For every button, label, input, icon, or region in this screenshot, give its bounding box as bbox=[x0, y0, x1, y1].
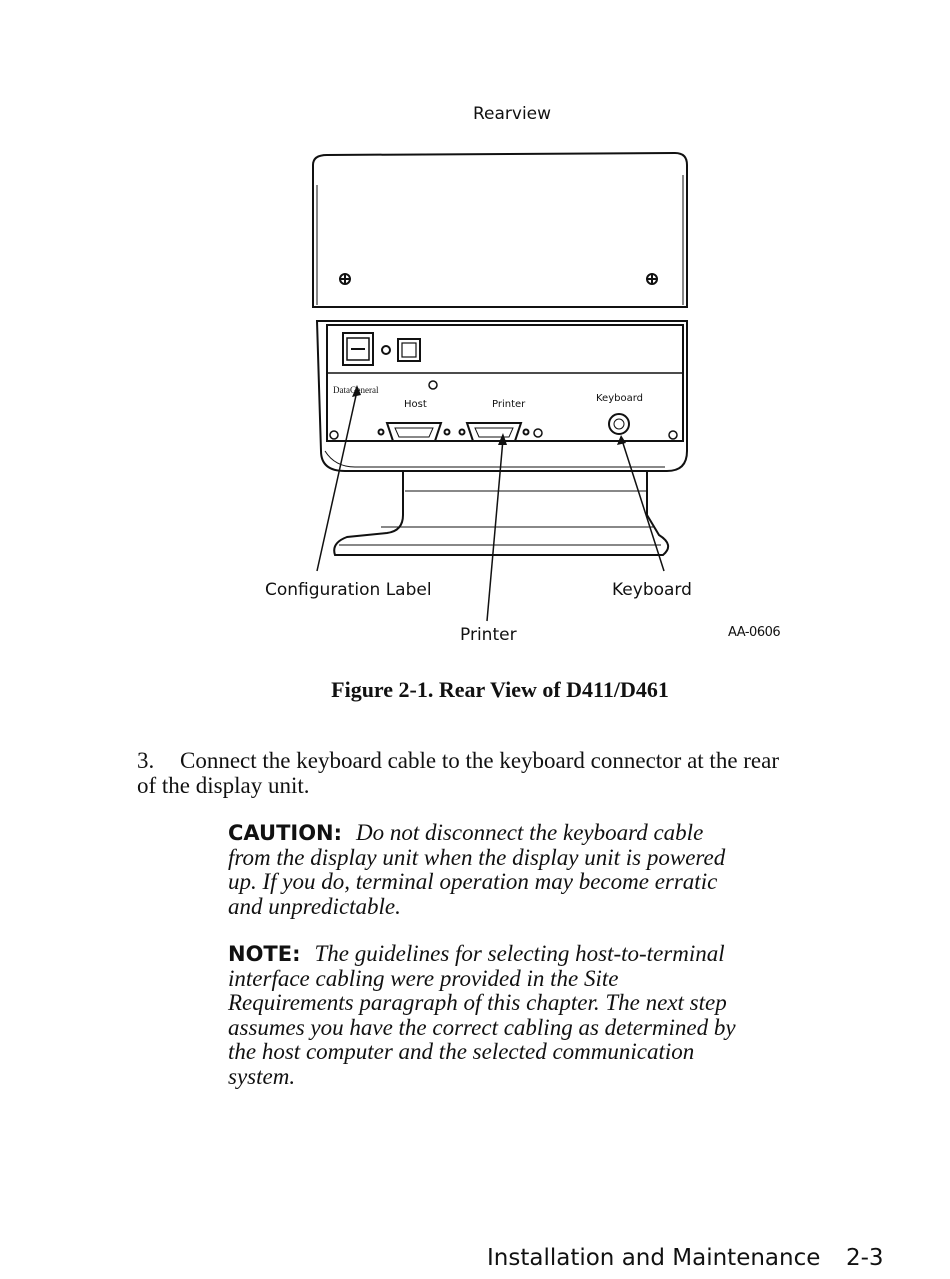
caution-block bbox=[228, 821, 848, 919]
keyboard-din-connector bbox=[609, 414, 629, 434]
keyboard-leader bbox=[621, 437, 664, 571]
caution-line-1: Do not disconnect the keyboard cable bbox=[356, 820, 704, 845]
note-line-2: interface cabling were provided in the Site bbox=[228, 965, 619, 991]
printer-leader bbox=[487, 439, 503, 621]
terminal-rear-diagram bbox=[255, 145, 815, 655]
figure-caption: Figure 2-1. Rear View of D411/D461 bbox=[331, 677, 669, 702]
caution-label: CAUTION: bbox=[228, 821, 343, 845]
terminal-rear-illustration bbox=[255, 145, 815, 655]
step-text-line1: Connect the keyboard cable to the keyboard connector at the rear bbox=[180, 748, 780, 773]
printer-connector bbox=[467, 423, 521, 441]
figure-reference-code: AA-0606 bbox=[728, 625, 781, 640]
note-label: NOTE: bbox=[228, 942, 301, 966]
step-text bbox=[137, 748, 897, 798]
note-line-4: assumes you have the correct cabling as determined by bbox=[228, 1014, 736, 1040]
footer-page-number: 2-3 bbox=[846, 1245, 884, 1271]
note-line-6: system. bbox=[228, 1063, 296, 1089]
host-connector bbox=[387, 423, 441, 441]
cover-screw-right bbox=[647, 274, 657, 284]
callout-configuration-label: Configuration Label bbox=[265, 580, 432, 600]
host-port-label: Host bbox=[404, 399, 427, 410]
note-line-5: the host computer and the selected communication bbox=[228, 1039, 695, 1064]
callout-keyboard: Keyboard bbox=[612, 580, 692, 600]
terminal-stand bbox=[334, 471, 668, 555]
caution-line-3: up. If you do, terminal operation may become erratic bbox=[228, 869, 718, 894]
cover-screw-left bbox=[340, 274, 350, 284]
printer-port-label: Printer bbox=[492, 399, 526, 410]
keyboard-port-label: Keyboard bbox=[596, 393, 644, 404]
note-block bbox=[228, 942, 848, 1089]
callout-printer: Printer bbox=[460, 625, 517, 645]
step-text-line2: of the display unit. bbox=[137, 773, 310, 798]
caution-line-2: from the display unit when the display unit is powered bbox=[228, 844, 726, 870]
note-line-3: Requirements paragraph of this chapter. The next step bbox=[228, 990, 727, 1015]
footer-section-title: Installation and Maintenance bbox=[487, 1245, 821, 1271]
figure-top-title: Rearview bbox=[472, 104, 552, 124]
brand-logo-text: DataGeneral bbox=[333, 385, 379, 395]
note-line-1: The guidelines for selecting host-to-terminal bbox=[314, 941, 725, 966]
rear-cover-outline bbox=[313, 153, 687, 307]
caution-line-4: and unpredictable. bbox=[228, 893, 401, 919]
step-number: 3. bbox=[137, 748, 155, 773]
fuse-holder bbox=[398, 339, 420, 361]
